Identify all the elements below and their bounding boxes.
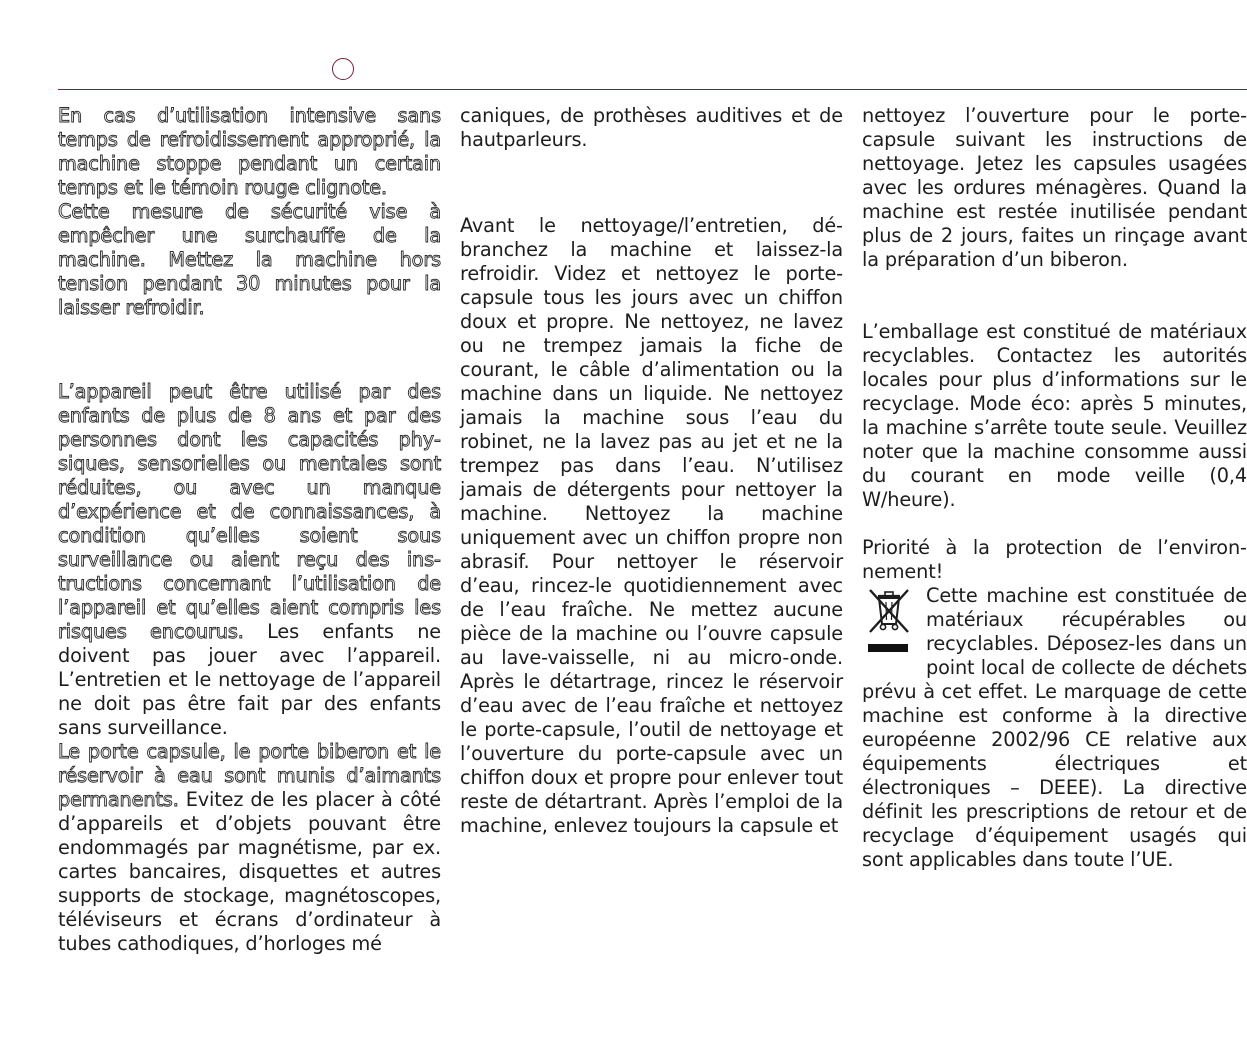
- page-marker-circle: [332, 58, 354, 80]
- children-usage-outlined: L’appareil peut être utilisé par des enfants de plus de 8 ans et par des personnes dont les capacités physiques, sensorielles ou mentales sont réduites, ou avec un manque d’expérience et de connaissances, à condition qu’elles soient sous surveillance ou aient reçu des instructions concernant l’utilisation de l’appareil et qu’elles aient compris les risques encourus.: [58, 380, 441, 643]
- cleaning-paragraph: Avant le nettoyage/l’entretien, débranchez la machine et laissez-la refroidir. Videz et nettoyez le porte-capsule tous les jours avec un chiffon doux et propre. Ne nettoyez, ne lavez ou ne trempez jamais la fiche de courant, le câble d’alimentation ou la machine dans un liquide. Ne nettoyez jamais la machine sous l’eau du robinet, ne la lavez pas au jet et ne la trempez pas dans l’eau. N’utilisez jamais de détergents pour nettoyer la machine. Nettoyez la machine uniquement avec un chiffon propre non abrasif. Pour nettoyer le réservoir d’eau, rincez-le quotidiennement avec de l’eau fraîche. Ne mettez aucune pièce de la machine ou l’ouvre capsule au lave-vaisselle, ni au micro-onde. Après le détartrage, rincez le réservoir d’eau avec de l’eau fraîche et nettoyez le porte-capsule, l’outil de nettoyage et l’ouverture du porte-capsule avec un chiffon doux et propre pour enlever tout reste de détartrant. Après l’emploi de la machine, enlevez toujours la capsule et: [460, 214, 843, 837]
- children-usage-paragraph: [58, 380, 441, 740]
- hearing-aids-paragraph: caniques, de prothèses auditives et de hautparleurs.: [460, 104, 843, 151]
- capsule-cleaning-paragraph: nettoyez l’ouverture pour le porte-capsule suivant les instructions de nettoyage. Jetez les capsules usagées avec les ordures ménagères. Quand la machine est restée inutilisée pendant plus de 2 jours, faites un rinçage avant la préparation d’un biberon.: [862, 104, 1247, 271]
- overheat-paragraph: En cas d’utilisation intensive sans temps de refroidissement approprié, la machine stoppe pendant un certain temps et le témoin rouge clignote.: [58, 104, 441, 199]
- column-2: [460, 104, 843, 838]
- magnets-outlined: Le porte capsule, le porte biberon et le réservoir à eau sont munis d’aimants permanents.: [58, 740, 441, 811]
- header-rule: [58, 89, 1247, 90]
- environment-heading: Priorité à la protection de l’environnement!: [862, 536, 1247, 583]
- magnets-paragraph: [58, 740, 441, 956]
- weee-section: [862, 584, 1247, 872]
- packaging-paragraph: L’emballage est constitué de matériaux recyclables. Contactez les autorités locales pour plus d’informations sur le recyclage. Mode éco: après 5 minutes, la machine s’arrête toute seule. Veuillez noter que la machine consomme aussi du courant en mode veille (0,4 W/heure).: [862, 320, 1247, 511]
- magnets-regular: Evitez de les placer à côté d’appareils et d’objets pouvant être endommagés par magnétisme, par ex. cartes bancaires, disquettes et autres supports de stockage, magnétoscopes, téléviseurs et écrans d’ordinateur à tubes cathodiques, d’horloges mé: [58, 788, 441, 955]
- weee-paragraph: Cette machine est constituée de matériaux récupérables ou recyclables. Déposez-les dans un point local de collecte de déchets prévu à cet effet. Le marquage de cette machine est conforme à la directive européenne 2002/96 CE relative aux équipements électriques et électroniques – DEEE). La directive définit les prescriptions de retour et de recyclage d’équipement usagés qui sont applicables dans toute l’UE.: [862, 584, 1247, 871]
- crossed-out-wheelie-bin-icon: [862, 586, 916, 658]
- column-1: [58, 104, 441, 956]
- safety-measure-paragraph: Cette mesure de sécurité vise à empêcher une surchauffe de la machine. Mettez la machine hors tension pendant 30 minutes pour la laisser refroidir.: [58, 200, 441, 319]
- children-usage-regular: Les enfants ne doivent pas jouer avec l’appareil. L’entretien et le nettoyage de l’appareil ne doit pas être fait par des enfants sans surveillance.: [58, 620, 441, 739]
- column-3: [862, 104, 1247, 872]
